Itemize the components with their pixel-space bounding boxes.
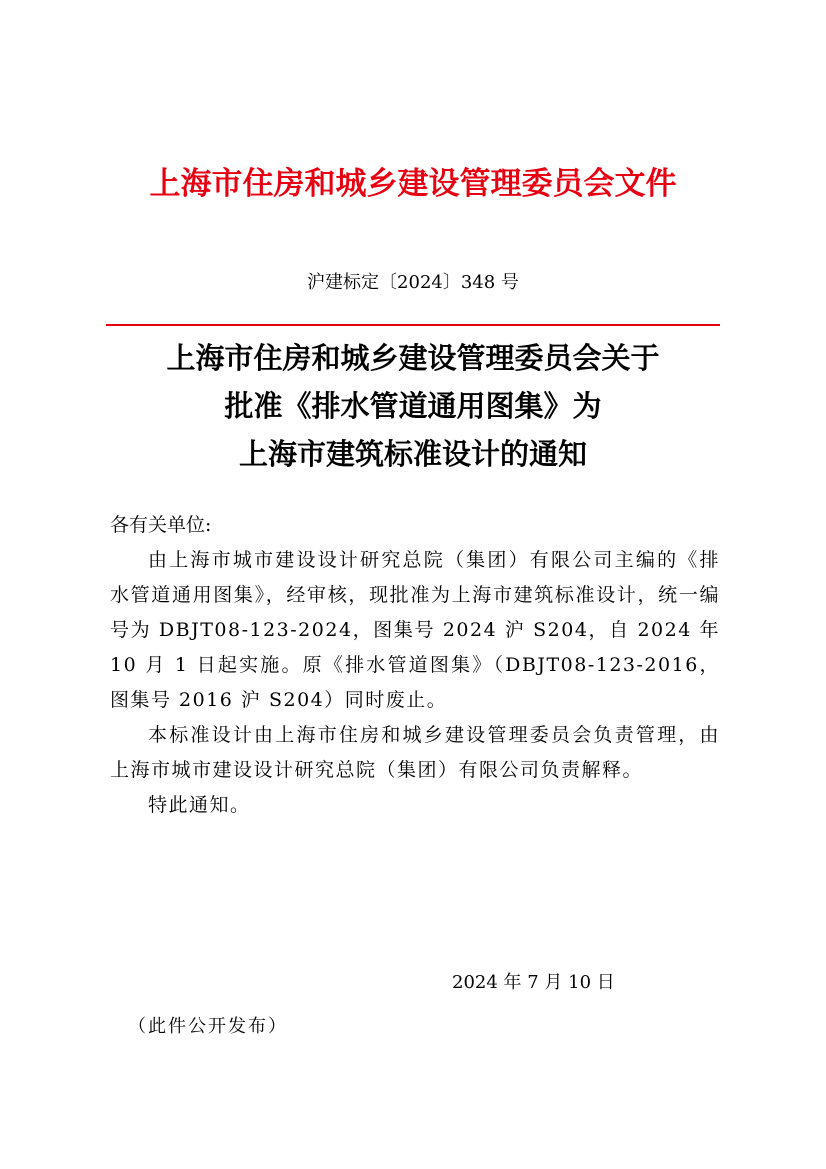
notice-body — [110, 508, 720, 823]
body-paragraph-management: 本标准设计由上海市住房和城乡建设管理委员会负责管理，由上海市城市建设设计研究总院（集团）有限公司负责解释。 — [110, 724, 720, 781]
notice-title-line-1: 上海市住房和城乡建设管理委员会关于 — [166, 341, 660, 375]
salutation: 各有关单位: — [110, 514, 212, 536]
body-paragraph-approval: 由上海市城市建设设计研究总院（集团）有限公司主编的《排水管道通用图集》，经审核，现批准为上海市建筑标准设计，统一编号为 DBJT08-123-2024，图集号 2024 沪 S204，自 2024 年 10 月 1 日起实施。原《排水管道图集》（DBJT08-123-2016，图集号 2016 沪 S204）同时废止。 — [110, 549, 720, 711]
notice-title — [0, 334, 826, 478]
issuing-authority-header: 上海市住房和城乡建设管理委员会文件 — [149, 166, 677, 202]
notice-title-line-2: 批准《排水管道通用图集》为 — [224, 389, 602, 423]
body-paragraph-closing: 特此通知。 — [148, 794, 251, 816]
notice-title-line-3: 上海市建筑标准设计的通知 — [238, 437, 587, 471]
document-number: 沪建标定〔2024〕348 号 — [307, 272, 519, 293]
red-divider-line — [106, 324, 720, 326]
issue-date: 2024 年 7 月 10 日 — [452, 972, 615, 993]
disclosure-note: （此件公开发布） — [128, 1016, 288, 1037]
